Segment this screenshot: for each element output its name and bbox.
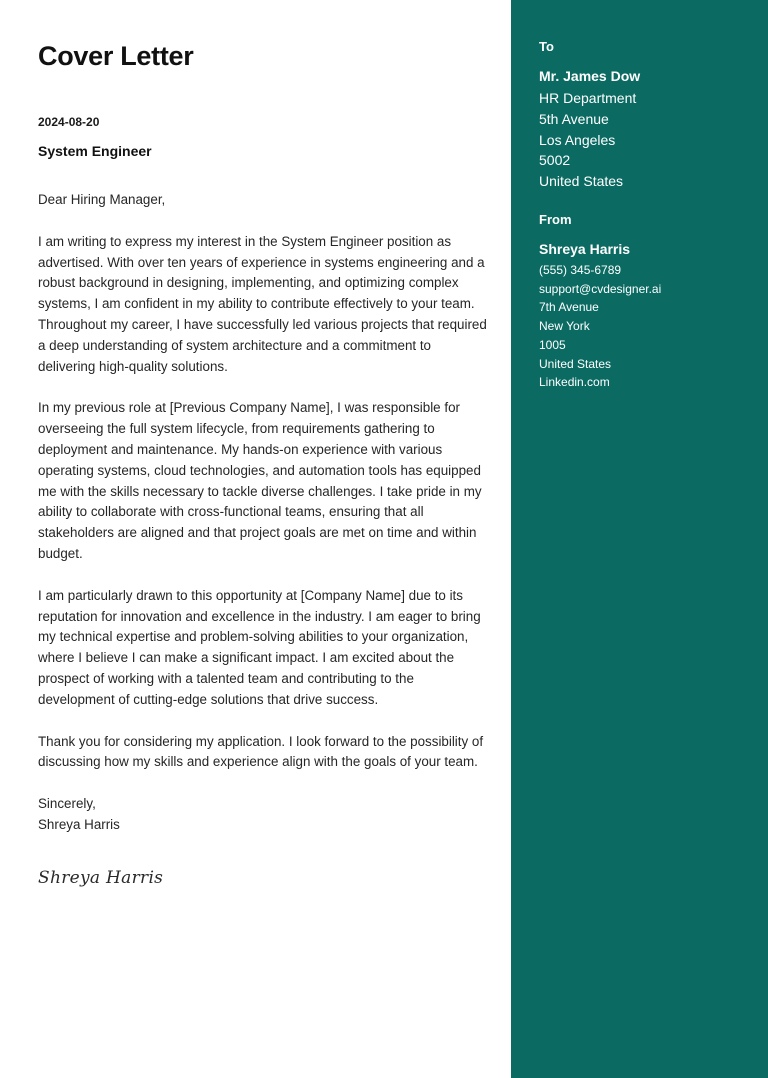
sender-city: New York (539, 319, 590, 334)
closing-block (38, 794, 488, 836)
recipient-country: United States (539, 173, 624, 190)
paragraph-intro: I am writing to express my interest in the System Engineer position as advertised. With over ten years of experience in systems engineering and a robust background in designing, implementing, and optimizing complex systems, I am confident in my ability to contribute effectively to your team. Throughout my career, I have successfully led various projects that required a deep understanding of system architecture and a commitment to delivering high-quality solutions. (38, 233, 487, 374)
closing: Sincerely, (38, 796, 96, 812)
sender-phone: (555) 345-6789 (539, 263, 622, 277)
handwritten-signature: Shreya Harris (38, 868, 164, 888)
recipient-name: Mr. James Dow (539, 68, 641, 84)
salutation: Dear Hiring Manager, (38, 192, 166, 207)
sender-zip: 1005 (539, 337, 566, 352)
paragraph-experience: In my previous role at [Previous Company Name], I was responsible for overseeing the full system lifecycle, from requirements gathering to deployment and maintenance. My hands-on experience with various operating systems, cloud technologies, and automation tools has equipped me with the skills necessary to tackle diverse challenges. I take pride in my ability to collaborate with cross-functional teams, ensuring that all stakeholders are aligned and that project goals are met on time and within budget. (38, 400, 482, 561)
contact-sidebar (511, 0, 768, 1078)
recipient-zip: 5002 (539, 152, 571, 169)
to-heading: To (539, 39, 554, 54)
recipient-street: 5th Avenue (539, 110, 609, 127)
sender-name: Shreya Harris (539, 241, 631, 257)
position-title: System Engineer (38, 143, 152, 159)
sender-details (539, 261, 661, 392)
recipient-address (539, 88, 636, 192)
document-title: Cover Letter (38, 41, 194, 71)
closing-name: Shreya Harris (38, 816, 120, 832)
letter-body (38, 190, 488, 836)
recipient-city: Los Angeles (539, 131, 616, 148)
sender-street: 7th Avenue (539, 300, 599, 315)
sender-email: support@cvdesigner.ai (539, 281, 662, 296)
paragraph-closing: Thank you for considering my application. I look forward to the possibility of discussing how my skills and experience align with the goals of your team. (38, 733, 484, 770)
recipient-department: HR Department (539, 90, 637, 106)
sender-country: United States (539, 356, 612, 371)
paragraph-motivation: I am particularly drawn to this opportunity at [Company Name] due to its reputation for innovation and excellence in the industry. I am eager to bring my technical expertise and problem-solving abilities to your organization, where I believe I can make a significant impact. I am excited about the prospect of working with a talented team and contributing to the development of cutting-edge solutions that drive success. (38, 587, 481, 707)
from-heading: From (539, 212, 572, 227)
sender-linkedin: Linkedin.com (539, 375, 610, 390)
letter-date: 2024-08-20 (38, 115, 100, 129)
